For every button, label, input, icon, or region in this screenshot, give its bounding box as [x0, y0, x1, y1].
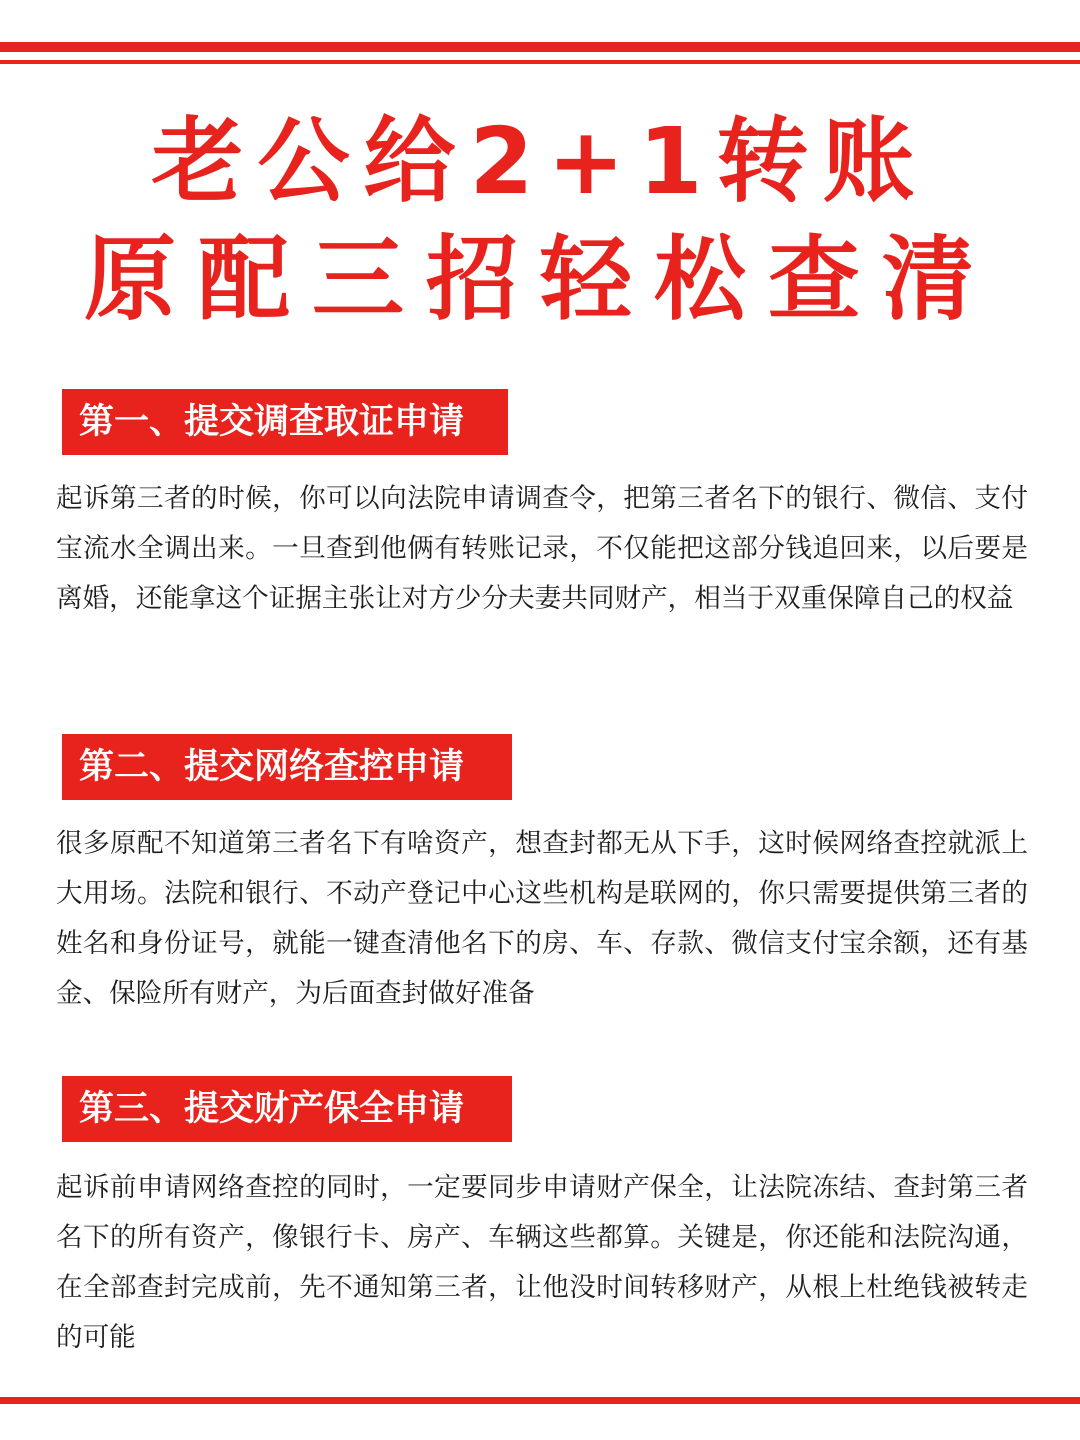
- section-1-tag: 第一、提交调查取证申请: [62, 389, 508, 455]
- section-3-tag: 第三、提交财产保全申请: [62, 1076, 512, 1142]
- headline-line-1: 老公给2+1转账: [151, 108, 929, 215]
- section-2-tag: 第二、提交网络查控申请: [62, 734, 512, 800]
- top-border-thin: [0, 60, 1080, 64]
- bottom-border: [0, 1397, 1080, 1404]
- headline-line-2: 原配三招轻松查清: [83, 226, 996, 333]
- section-1-body: 起诉第三者的时候，你可以向法院申请调查令，把第三者名下的银行、微信、支付宝流水全调出来。一旦查到他俩有转账记录，不仅能把这部分钱追回来，以后要是离婚，还能拿这个证据主张让对方少分夫妻共同财产，相当于双重保障自己的权益: [56, 483, 1028, 614]
- section-2-body: 很多原配不知道第三者名下有啥资产，想查封都无从下手，这时候网络查控就派上大用场。法院和银行、不动产登记中心这些机构是联网的，你只需要提供第三者的姓名和身份证号，就能一键查清他名下的房、车、存款、微信支付宝余额，还有基金、保险所有财产，为后面查封做好准备: [56, 828, 1028, 1009]
- top-border-thick: [0, 42, 1080, 52]
- section-3-body: 起诉前申请网络查控的同时，一定要同步申请财产保全，让法院冻结、查封第三者名下的所有资产，像银行卡、房产、车辆这些都算。关键是，你还能和法院沟通，在全部查封完成前，先不通知第三者，让他没时间转移财产，从根上杜绝钱被转走的可能: [56, 1172, 1028, 1353]
